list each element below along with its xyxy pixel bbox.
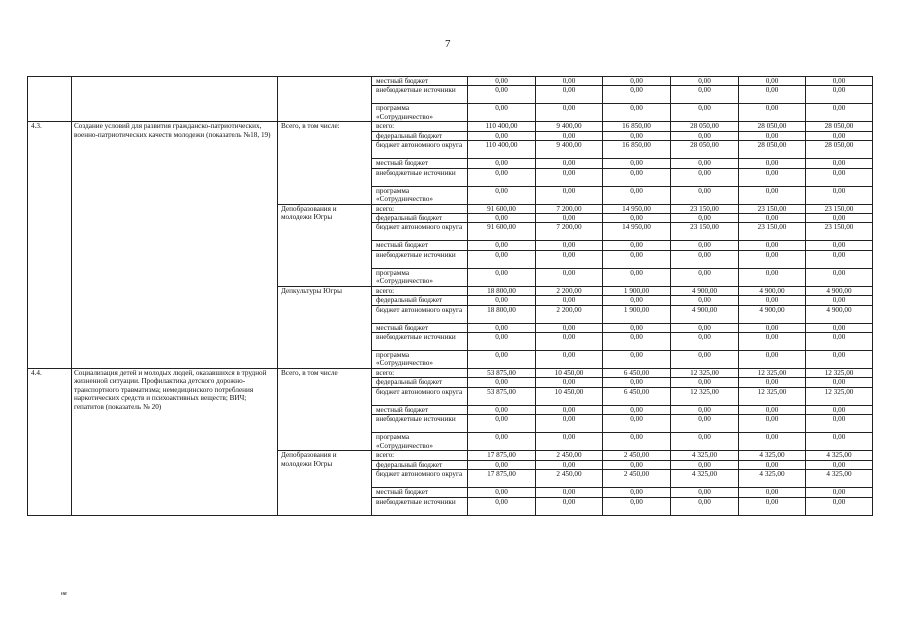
amount-cell: 0,00 [671, 497, 739, 515]
amount-cell: 9 400,00 [536, 122, 603, 131]
amount-cell: 4 900,00 [739, 305, 806, 323]
amount-cell: 0,00 [806, 131, 873, 140]
amount-cell: 0,00 [536, 351, 603, 369]
amount-cell: 0,00 [468, 497, 536, 515]
amount-cell: 12 325,00 [739, 369, 806, 378]
amount-cell: 12 325,00 [739, 387, 806, 405]
amount-cell: 0,00 [739, 159, 806, 168]
amount-cell: 0,00 [603, 104, 671, 122]
amount-cell: 91 600,00 [468, 223, 536, 241]
amount-cell: 0,00 [603, 415, 671, 433]
amount-cell: 0,00 [603, 131, 671, 140]
amount-cell: 17 875,00 [468, 451, 536, 460]
amount-cell: 0,00 [806, 77, 873, 86]
funding-table [27, 76, 873, 516]
amount-cell: 0,00 [536, 268, 603, 286]
amount-cell: 0,00 [739, 351, 806, 369]
amount-cell: 0,00 [468, 241, 536, 250]
funding-source: всего: [372, 122, 468, 131]
funding-source: программа «Сотрудничество» [372, 268, 468, 286]
amount-cell: 0,00 [603, 333, 671, 351]
amount-cell: 0,00 [603, 323, 671, 332]
amount-cell: 0,00 [806, 296, 873, 305]
funding-source: местный бюджет [372, 159, 468, 168]
funding-source: программа «Сотрудничество» [372, 433, 468, 451]
amount-cell: 0,00 [468, 186, 536, 204]
amount-cell: 28 050,00 [806, 122, 873, 131]
funding-source: внебюджетные источники [372, 86, 468, 104]
amount-cell: 0,00 [468, 323, 536, 332]
amount-cell: 4 900,00 [671, 305, 739, 323]
amount-cell: 0,00 [603, 433, 671, 451]
executor [278, 77, 372, 122]
amount-cell: 0,00 [806, 323, 873, 332]
amount-cell: 0,00 [603, 159, 671, 168]
amount-cell: 17 875,00 [468, 470, 536, 488]
amount-cell: 0,00 [468, 86, 536, 104]
amount-cell: 0,00 [603, 268, 671, 286]
amount-cell: 10 450,00 [536, 369, 603, 378]
executor: Всего, в том числе: [278, 122, 372, 204]
amount-cell: 0,00 [536, 131, 603, 140]
funding-source: внебюджетные источники [372, 168, 468, 186]
amount-cell: 0,00 [739, 77, 806, 86]
amount-cell: 0,00 [671, 460, 739, 469]
amount-cell: 0,00 [739, 250, 806, 268]
amount-cell: 0,00 [806, 433, 873, 451]
amount-cell: 0,00 [739, 214, 806, 223]
activity-name [72, 77, 278, 122]
amount-cell: 16 850,00 [603, 141, 671, 159]
funding-source: бюджет автономного округа [372, 141, 468, 159]
amount-cell: 0,00 [806, 351, 873, 369]
amount-cell: 0,00 [603, 86, 671, 104]
amount-cell: 4 900,00 [806, 286, 873, 295]
amount-cell: 0,00 [806, 268, 873, 286]
amount-cell: 0,00 [739, 241, 806, 250]
amount-cell: 4 325,00 [671, 451, 739, 460]
funding-table-body [28, 77, 873, 516]
amount-cell: 0,00 [806, 159, 873, 168]
amount-cell: 9 400,00 [536, 141, 603, 159]
amount-cell: 12 325,00 [671, 369, 739, 378]
amount-cell: 0,00 [468, 250, 536, 268]
funding-source: местный бюджет [372, 77, 468, 86]
amount-cell: 0,00 [603, 250, 671, 268]
amount-cell: 0,00 [603, 488, 671, 497]
amount-cell: 0,00 [536, 488, 603, 497]
amount-cell: 0,00 [806, 333, 873, 351]
amount-cell: 0,00 [806, 241, 873, 250]
amount-cell: 4 325,00 [806, 451, 873, 460]
funding-source: местный бюджет [372, 241, 468, 250]
amount-cell: 12 325,00 [806, 387, 873, 405]
amount-cell: 23 150,00 [739, 223, 806, 241]
amount-cell: 0,00 [671, 168, 739, 186]
amount-cell: 0,00 [536, 323, 603, 332]
funding-source: бюджет автономного округа [372, 470, 468, 488]
amount-cell: 0,00 [468, 415, 536, 433]
amount-cell: 4 900,00 [806, 305, 873, 323]
amount-cell: 0,00 [739, 296, 806, 305]
amount-cell: 28 050,00 [671, 141, 739, 159]
amount-cell: 2 450,00 [603, 451, 671, 460]
amount-cell: 2 450,00 [536, 470, 603, 488]
funding-source: всего: [372, 369, 468, 378]
amount-cell: 0,00 [603, 497, 671, 515]
amount-cell: 4 325,00 [739, 451, 806, 460]
funding-source: местный бюджет [372, 488, 468, 497]
amount-cell: 23 150,00 [806, 204, 873, 213]
amount-cell: 0,00 [536, 86, 603, 104]
funding-source: бюджет автономного округа [372, 387, 468, 405]
amount-cell: 0,00 [671, 405, 739, 414]
amount-cell: 0,00 [536, 214, 603, 223]
amount-cell: 0,00 [806, 497, 873, 515]
amount-cell: 0,00 [739, 415, 806, 433]
amount-cell: 0,00 [536, 104, 603, 122]
amount-cell: 0,00 [468, 488, 536, 497]
amount-cell: 0,00 [603, 351, 671, 369]
amount-cell: 0,00 [468, 296, 536, 305]
amount-cell: 0,00 [468, 104, 536, 122]
amount-cell: 28 050,00 [806, 141, 873, 159]
amount-cell: 0,00 [536, 159, 603, 168]
amount-cell: 0,00 [739, 488, 806, 497]
amount-cell: 53 875,00 [468, 369, 536, 378]
amount-cell: 1 900,00 [603, 286, 671, 295]
amount-cell: 0,00 [671, 241, 739, 250]
amount-cell: 0,00 [671, 415, 739, 433]
amount-cell: 0,00 [603, 241, 671, 250]
footer-mark: нв [61, 591, 67, 597]
amount-cell: 0,00 [671, 250, 739, 268]
funding-source: программа «Сотрудничество» [372, 186, 468, 204]
amount-cell: 0,00 [536, 378, 603, 387]
funding-source: внебюджетные источники [372, 497, 468, 515]
amount-cell: 0,00 [671, 131, 739, 140]
amount-cell: 0,00 [671, 77, 739, 86]
row-index: 4.3. [28, 122, 72, 369]
funding-source: федеральный бюджет [372, 296, 468, 305]
funding-source: федеральный бюджет [372, 131, 468, 140]
amount-cell: 0,00 [671, 104, 739, 122]
funding-source: бюджет автономного округа [372, 305, 468, 323]
amount-cell: 0,00 [603, 77, 671, 86]
amount-cell: 0,00 [671, 333, 739, 351]
amount-cell: 0,00 [468, 433, 536, 451]
amount-cell: 7 200,00 [536, 223, 603, 241]
funding-source: федеральный бюджет [372, 460, 468, 469]
amount-cell: 0,00 [739, 268, 806, 286]
amount-cell: 28 050,00 [739, 122, 806, 131]
amount-cell: 0,00 [671, 159, 739, 168]
amount-cell: 2 450,00 [536, 451, 603, 460]
table-row [28, 122, 873, 131]
amount-cell: 0,00 [739, 378, 806, 387]
row-index [28, 77, 72, 122]
amount-cell: 2 200,00 [536, 286, 603, 295]
amount-cell: 0,00 [536, 405, 603, 414]
amount-cell: 0,00 [671, 214, 739, 223]
amount-cell: 4 325,00 [739, 470, 806, 488]
row-index: 4.4. [28, 369, 72, 515]
amount-cell: 0,00 [468, 460, 536, 469]
funding-source: бюджет автономного округа [372, 223, 468, 241]
funding-source: местный бюджет [372, 323, 468, 332]
amount-cell: 0,00 [739, 104, 806, 122]
amount-cell: 2 450,00 [603, 470, 671, 488]
amount-cell: 7 200,00 [536, 204, 603, 213]
amount-cell: 0,00 [468, 405, 536, 414]
amount-cell: 23 150,00 [739, 204, 806, 213]
funding-source: внебюджетные источники [372, 333, 468, 351]
amount-cell: 4 900,00 [671, 286, 739, 295]
amount-cell: 0,00 [603, 460, 671, 469]
amount-cell: 0,00 [536, 460, 603, 469]
amount-cell: 0,00 [603, 168, 671, 186]
amount-cell: 0,00 [671, 351, 739, 369]
executor: Депкультуры Югры [278, 286, 372, 368]
amount-cell: 0,00 [671, 433, 739, 451]
funding-source: программа «Сотрудничество» [372, 351, 468, 369]
amount-cell: 0,00 [536, 250, 603, 268]
amount-cell: 10 450,00 [536, 387, 603, 405]
amount-cell: 0,00 [536, 415, 603, 433]
amount-cell: 12 325,00 [671, 387, 739, 405]
amount-cell: 18 800,00 [468, 286, 536, 295]
amount-cell: 0,00 [468, 378, 536, 387]
funding-source: всего: [372, 204, 468, 213]
amount-cell: 0,00 [603, 378, 671, 387]
amount-cell: 2 200,00 [536, 305, 603, 323]
amount-cell: 0,00 [671, 268, 739, 286]
amount-cell: 28 050,00 [739, 141, 806, 159]
amount-cell: 0,00 [806, 488, 873, 497]
amount-cell: 0,00 [671, 86, 739, 104]
amount-cell: 0,00 [806, 378, 873, 387]
amount-cell: 0,00 [536, 497, 603, 515]
amount-cell: 110 400,00 [468, 141, 536, 159]
amount-cell: 1 900,00 [603, 305, 671, 323]
amount-cell: 23 150,00 [806, 223, 873, 241]
amount-cell: 0,00 [739, 460, 806, 469]
amount-cell: 0,00 [603, 186, 671, 204]
executor: Всего, в том числе [278, 369, 372, 451]
amount-cell: 16 850,00 [603, 122, 671, 131]
amount-cell: 0,00 [536, 186, 603, 204]
page-number: 7 [445, 38, 451, 50]
funding-source: всего: [372, 451, 468, 460]
amount-cell: 0,00 [536, 296, 603, 305]
funding-source: внебюджетные источники [372, 415, 468, 433]
amount-cell: 0,00 [468, 159, 536, 168]
amount-cell: 53 875,00 [468, 387, 536, 405]
amount-cell: 4 900,00 [739, 286, 806, 295]
amount-cell: 23 150,00 [671, 204, 739, 213]
executor: Депобразования и молодежи Югры [278, 451, 372, 515]
amount-cell: 0,00 [536, 333, 603, 351]
activity-name: Социализация детей и молодых людей, оказавшихся в трудной жизненной ситуации. Профилактика детского дорожно-транспортного травматизма; немедицинского потребления наркотических средств и психоактивных веществ; ВИЧ; гепатитов (показатель № 20) [72, 369, 278, 515]
amount-cell: 14 950,00 [603, 223, 671, 241]
amount-cell: 0,00 [739, 323, 806, 332]
funding-source: внебюджетные источники [372, 250, 468, 268]
amount-cell: 0,00 [603, 296, 671, 305]
amount-cell: 0,00 [671, 186, 739, 204]
table-row [28, 77, 873, 86]
amount-cell: 0,00 [603, 405, 671, 414]
amount-cell: 0,00 [603, 214, 671, 223]
amount-cell: 6 450,00 [603, 387, 671, 405]
amount-cell: 91 600,00 [468, 204, 536, 213]
amount-cell: 4 325,00 [806, 470, 873, 488]
amount-cell: 0,00 [806, 186, 873, 204]
amount-cell: 0,00 [536, 168, 603, 186]
amount-cell: 0,00 [739, 131, 806, 140]
amount-cell: 0,00 [468, 333, 536, 351]
amount-cell: 0,00 [671, 296, 739, 305]
amount-cell: 110 400,00 [468, 122, 536, 131]
amount-cell: 0,00 [739, 186, 806, 204]
funding-source: федеральный бюджет [372, 378, 468, 387]
amount-cell: 0,00 [671, 323, 739, 332]
amount-cell: 0,00 [739, 168, 806, 186]
amount-cell: 0,00 [468, 214, 536, 223]
amount-cell: 0,00 [806, 250, 873, 268]
amount-cell: 0,00 [739, 405, 806, 414]
amount-cell: 0,00 [468, 77, 536, 86]
funding-source: всего: [372, 286, 468, 295]
amount-cell: 0,00 [671, 378, 739, 387]
executor: Депобразования и молодежи Югры [278, 204, 372, 286]
amount-cell: 18 800,00 [468, 305, 536, 323]
amount-cell: 12 325,00 [806, 369, 873, 378]
amount-cell: 0,00 [468, 268, 536, 286]
amount-cell: 0,00 [536, 77, 603, 86]
amount-cell: 0,00 [468, 131, 536, 140]
funding-source: программа «Сотрудничество» [372, 104, 468, 122]
amount-cell: 0,00 [806, 86, 873, 104]
amount-cell: 0,00 [806, 214, 873, 223]
amount-cell: 23 150,00 [671, 223, 739, 241]
amount-cell: 0,00 [806, 405, 873, 414]
amount-cell: 28 050,00 [671, 122, 739, 131]
amount-cell: 0,00 [468, 351, 536, 369]
amount-cell: 0,00 [468, 168, 536, 186]
amount-cell: 0,00 [671, 488, 739, 497]
amount-cell: 4 325,00 [671, 470, 739, 488]
table-row [28, 369, 873, 378]
amount-cell: 0,00 [739, 333, 806, 351]
amount-cell: 0,00 [806, 415, 873, 433]
amount-cell: 0,00 [739, 86, 806, 104]
amount-cell: 6 450,00 [603, 369, 671, 378]
amount-cell: 0,00 [806, 168, 873, 186]
amount-cell: 0,00 [806, 460, 873, 469]
amount-cell: 0,00 [536, 241, 603, 250]
amount-cell: 0,00 [536, 433, 603, 451]
amount-cell: 0,00 [739, 497, 806, 515]
activity-name: Создание условий для развития гражданско-патриотических, военно-патриотических качеств молодежи (показатель №18, 19) [72, 122, 278, 369]
amount-cell: 0,00 [806, 104, 873, 122]
funding-source: федеральный бюджет [372, 214, 468, 223]
amount-cell: 0,00 [739, 433, 806, 451]
funding-source: местный бюджет [372, 405, 468, 414]
amount-cell: 14 950,00 [603, 204, 671, 213]
